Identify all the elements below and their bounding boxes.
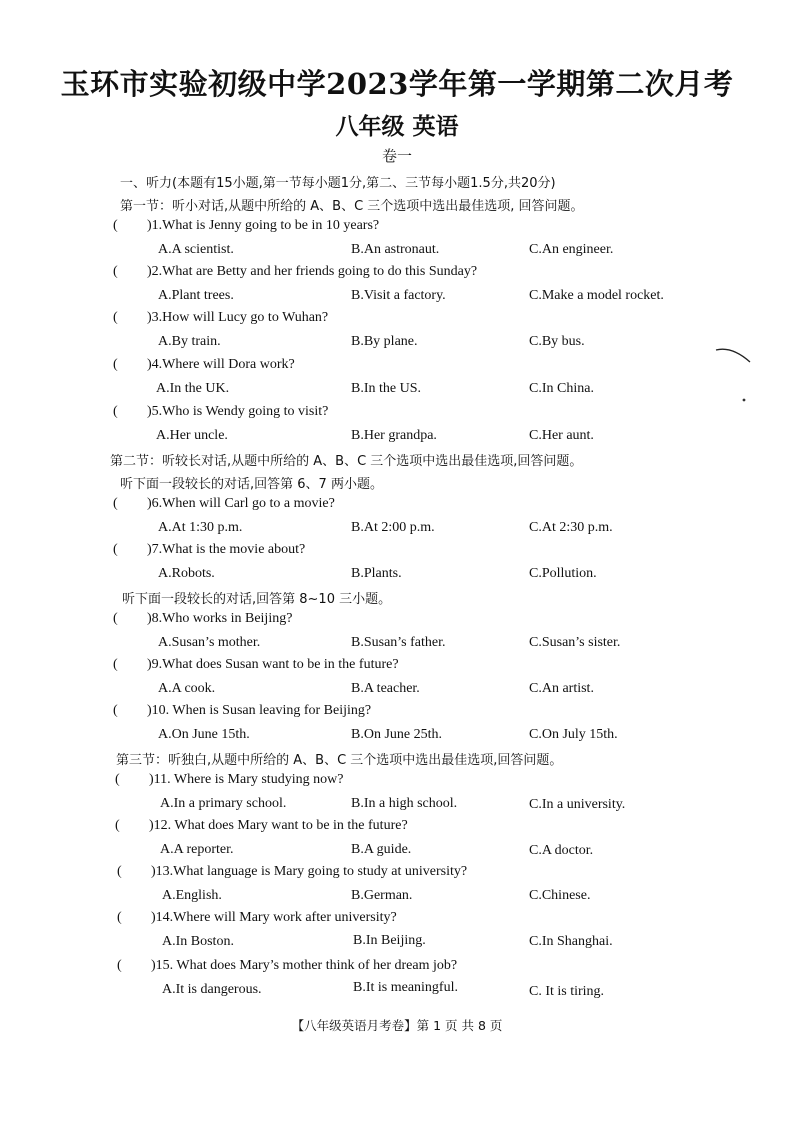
question-text: )1.What is Jenny going to be in 10 years? [147, 218, 380, 233]
option-c: C.Make a model rocket. [529, 288, 664, 303]
scan-mark-dot [740, 396, 748, 404]
question-text: )10. When is Susan leaving for Beijing? [147, 703, 372, 718]
option-b: B.In a high school. [351, 796, 458, 811]
question-10 [113, 703, 371, 719]
answer-paren[interactable]: ( [115, 818, 120, 833]
question-text: )8.Who works in Beijing? [147, 611, 293, 626]
option-b: B.A guide. [351, 842, 412, 857]
answer-paren[interactable]: ( [113, 611, 118, 626]
exam-subtitle: 八年级 英语 [335, 113, 459, 140]
option-b: B.On June 25th. [351, 727, 442, 742]
option-b: B.In Beijing. [353, 933, 426, 948]
option-c: C.In Shanghai. [529, 934, 613, 949]
option-c: C.A doctor. [529, 843, 594, 858]
answer-paren[interactable]: ( [113, 404, 118, 419]
option-b: B.Susan’s father. [351, 635, 446, 650]
question-4 [113, 357, 295, 373]
scan-mark-stroke [714, 344, 754, 368]
answer-paren[interactable]: ( [113, 542, 118, 557]
page-footer: 【八年级英语月考卷】第 1 页 共 8 页 [291, 1018, 503, 1033]
option-a: A.A reporter. [160, 842, 234, 857]
question-text: )14.Where will Mary work after university? [151, 910, 397, 925]
answer-paren[interactable]: ( [113, 218, 118, 233]
option-a: A.Her uncle. [156, 428, 228, 443]
question-8 [113, 611, 292, 627]
option-c: C.Pollution. [529, 566, 597, 581]
option-b: B.Visit a factory. [351, 288, 446, 303]
question-6 [113, 496, 335, 512]
answer-paren[interactable]: ( [117, 958, 122, 973]
option-a: A.On June 15th. [158, 727, 250, 742]
section-intro: 一、听力(本题有15小题,第一节每小题1分,第二、三节每小题1.5分,共20分) [120, 176, 556, 191]
option-b: B.An astronaut. [351, 242, 440, 257]
option-c: C.An engineer. [529, 242, 614, 257]
answer-paren[interactable]: ( [113, 357, 118, 372]
question-text: )6.When will Carl go to a movie? [147, 496, 335, 511]
option-a: A.By train. [158, 334, 221, 349]
option-b: B.German. [351, 888, 413, 903]
option-c: C.By bus. [529, 334, 585, 349]
part2-note-a: 听下面一段较长的对话,回答第 6、7 两小题。 [120, 477, 383, 492]
option-b: B.By plane. [351, 334, 418, 349]
answer-paren[interactable]: ( [117, 910, 122, 925]
question-text: )2.What are Betty and her friends going to do this Sunday? [147, 264, 478, 279]
part1-title: 第一节：听小对话,从题中所给的 A、B、C 三个选项中选出最佳选项, 回答问题。 [120, 199, 584, 214]
option-b: B.A teacher. [351, 681, 420, 696]
answer-paren[interactable]: ( [113, 310, 118, 325]
option-c: C.In a university. [529, 797, 626, 812]
answer-paren[interactable]: ( [113, 496, 118, 511]
question-text: )15. What does Mary’s mother think of her dream job? [151, 958, 458, 973]
question-text: )3.How will Lucy go to Wuhan? [147, 310, 329, 325]
part2-note-b: 听下面一段较长的对话,回答第 8~10 三小题。 [122, 592, 392, 607]
answer-paren[interactable]: ( [113, 657, 118, 672]
option-b: B.At 2:00 p.m. [351, 520, 435, 535]
option-b: B.Her grandpa. [351, 428, 437, 443]
answer-paren[interactable]: ( [113, 703, 118, 718]
question-9 [113, 657, 399, 673]
question-text: )12. What does Mary want to be in the future? [149, 818, 408, 833]
question-13 [117, 864, 467, 880]
question-14 [117, 910, 397, 926]
option-a: A.At 1:30 p.m. [158, 520, 243, 535]
answer-paren[interactable]: ( [113, 264, 118, 279]
question-text: )11. Where is Mary studying now? [149, 772, 344, 787]
option-a: A.Susan’s mother. [158, 635, 261, 650]
part3-title: 第三节：听独白,从题中所给的 A、B、C 三个选项中选出最佳选项,回答问题。 [116, 753, 563, 768]
option-a: A.In the UK. [156, 381, 230, 396]
option-b: B.Plants. [351, 566, 402, 581]
question-text: )13.What language is Mary going to study at university? [151, 864, 468, 879]
question-12 [115, 818, 408, 834]
option-b: B.It is meaningful. [353, 980, 458, 995]
option-a: A.Plant trees. [158, 288, 234, 303]
question-15 [117, 958, 457, 974]
question-7 [113, 542, 305, 558]
question-text: )7.What is the movie about? [147, 542, 306, 557]
option-a: A.English. [162, 888, 222, 903]
answer-paren[interactable]: ( [115, 772, 120, 787]
question-text: )9.What does Susan want to be in the future? [147, 657, 399, 672]
option-a: A.In a primary school. [160, 796, 287, 811]
question-2 [113, 264, 477, 280]
option-c: C.On July 15th. [529, 727, 618, 742]
volume-label: 卷一 [381, 147, 412, 165]
option-c: C.In China. [529, 381, 594, 396]
option-a: A.It is dangerous. [162, 982, 262, 997]
option-c: C.Susan’s sister. [529, 635, 621, 650]
question-11 [115, 772, 343, 788]
option-c: C. It is tiring. [529, 984, 605, 999]
option-c: C.At 2:30 p.m. [529, 520, 613, 535]
option-c: C.An artist. [529, 681, 594, 696]
option-a: A.A scientist. [158, 242, 234, 257]
option-b: B.In the US. [351, 381, 421, 396]
question-1 [113, 218, 379, 234]
part2-title: 第二节：听较长对话,从题中所给的 A、B、C 三个选项中选出最佳选项,回答问题。 [110, 454, 583, 469]
question-text: )4.Where will Dora work? [147, 357, 295, 372]
question-5 [113, 404, 328, 420]
question-text: )5.Who is Wendy going to visit? [147, 404, 329, 419]
answer-paren[interactable]: ( [117, 864, 122, 879]
option-c: C.Chinese. [529, 888, 591, 903]
question-3 [113, 310, 328, 326]
option-c: C.Her aunt. [529, 428, 594, 443]
option-a: A.In Boston. [162, 934, 234, 949]
option-a: A.A cook. [158, 681, 216, 696]
exam-title: 玉环市实验初级中学2023学年第一学期第二次月考 [60, 67, 734, 101]
option-a: A.Robots. [158, 566, 215, 581]
